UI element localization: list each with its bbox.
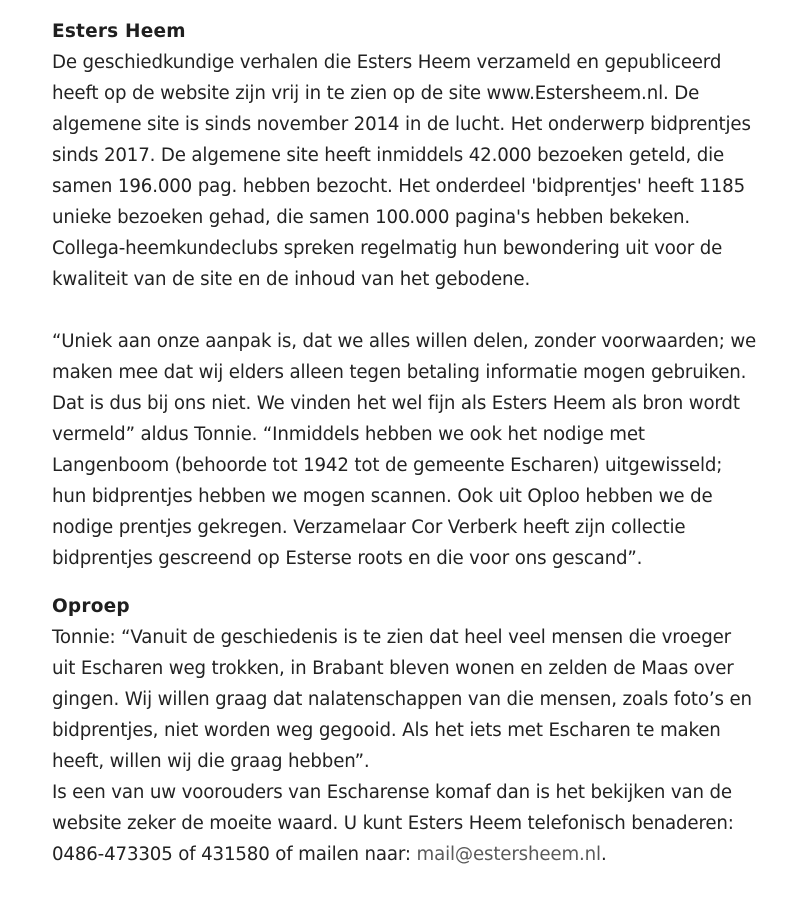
paragraph-contact	[52, 777, 782, 870]
section-title-esters-heem: Esters Heem	[52, 21, 186, 42]
section-title-oproep: Oproep	[52, 596, 130, 617]
contact-period: .	[600, 844, 607, 865]
paragraph-oproep-quote: Tonnie: “Vanuit de geschiedenis is te zien dat heel veel mensen die vroeger uit Escharen weg trokken, in Brabant bleven wonen en zelden de Maas over gingen. Wij willen graag dat nalatenschappen van die mensen, zoals foto’s en bidprentjes, niet worden weg gegooid. Als het iets met Escharen te maken heeft, willen wij die graag hebben”.	[52, 627, 752, 772]
contact-text: Is een van uw voorouders van Escharense komaf dan is het bekijken van de website zeker de moeite waard. U kunt Esters Heem telefonisch benaderen: 0486-473305 of 431580 of mailen naar:	[52, 782, 734, 865]
article	[52, 16, 782, 870]
email-link[interactable]: mail@estersheem.nl	[416, 844, 601, 865]
paragraph-website-stats: De geschiedkundige verhalen die Esters Heem verzameld en gepubliceerd heeft op de website zijn vrij in te zien op de site www.Estersheem.nl. De algemene site is sinds november 2014 in de lucht. Het onderwerp bidprentjes sinds 2017. De algemene site heeft inmiddels 42.000 bezoeken geteld, die samen 196.000 pag. hebben bezocht. Het onderdeel 'bidprentjes' heeft 1185 unieke bezoeken gehad, die samen 100.000 pagina's hebben bekeken. Collega-heemkundeclubs spreken regelmatig hun bewondering uit voor de kwaliteit van de site en de inhoud van het gebodene.	[52, 52, 751, 290]
paragraph-quote-sharing: “Uniek aan onze aanpak is, dat we alles willen delen, zonder voorwaarden; we maken mee dat wij elders alleen tegen betaling informatie mogen gebruiken. Dat is dus bij ons niet. We vinden het wel fijn als Esters Heem als bron wordt vermeld” aldus Tonnie. “Inmiddels hebben we ook het nodige met Langenboom (behoorde tot 1942 tot de gemeente Escharen) uitgewisseld; hun bidprentjes hebben we mogen scannen. Ook uit Oploo hebben we de nodige prentjes gekregen. Verzamelaar Cor Verberk heeft zijn collectie bidprentjes gescreend op Esterse roots en die voor ons gescand”.	[52, 331, 757, 569]
